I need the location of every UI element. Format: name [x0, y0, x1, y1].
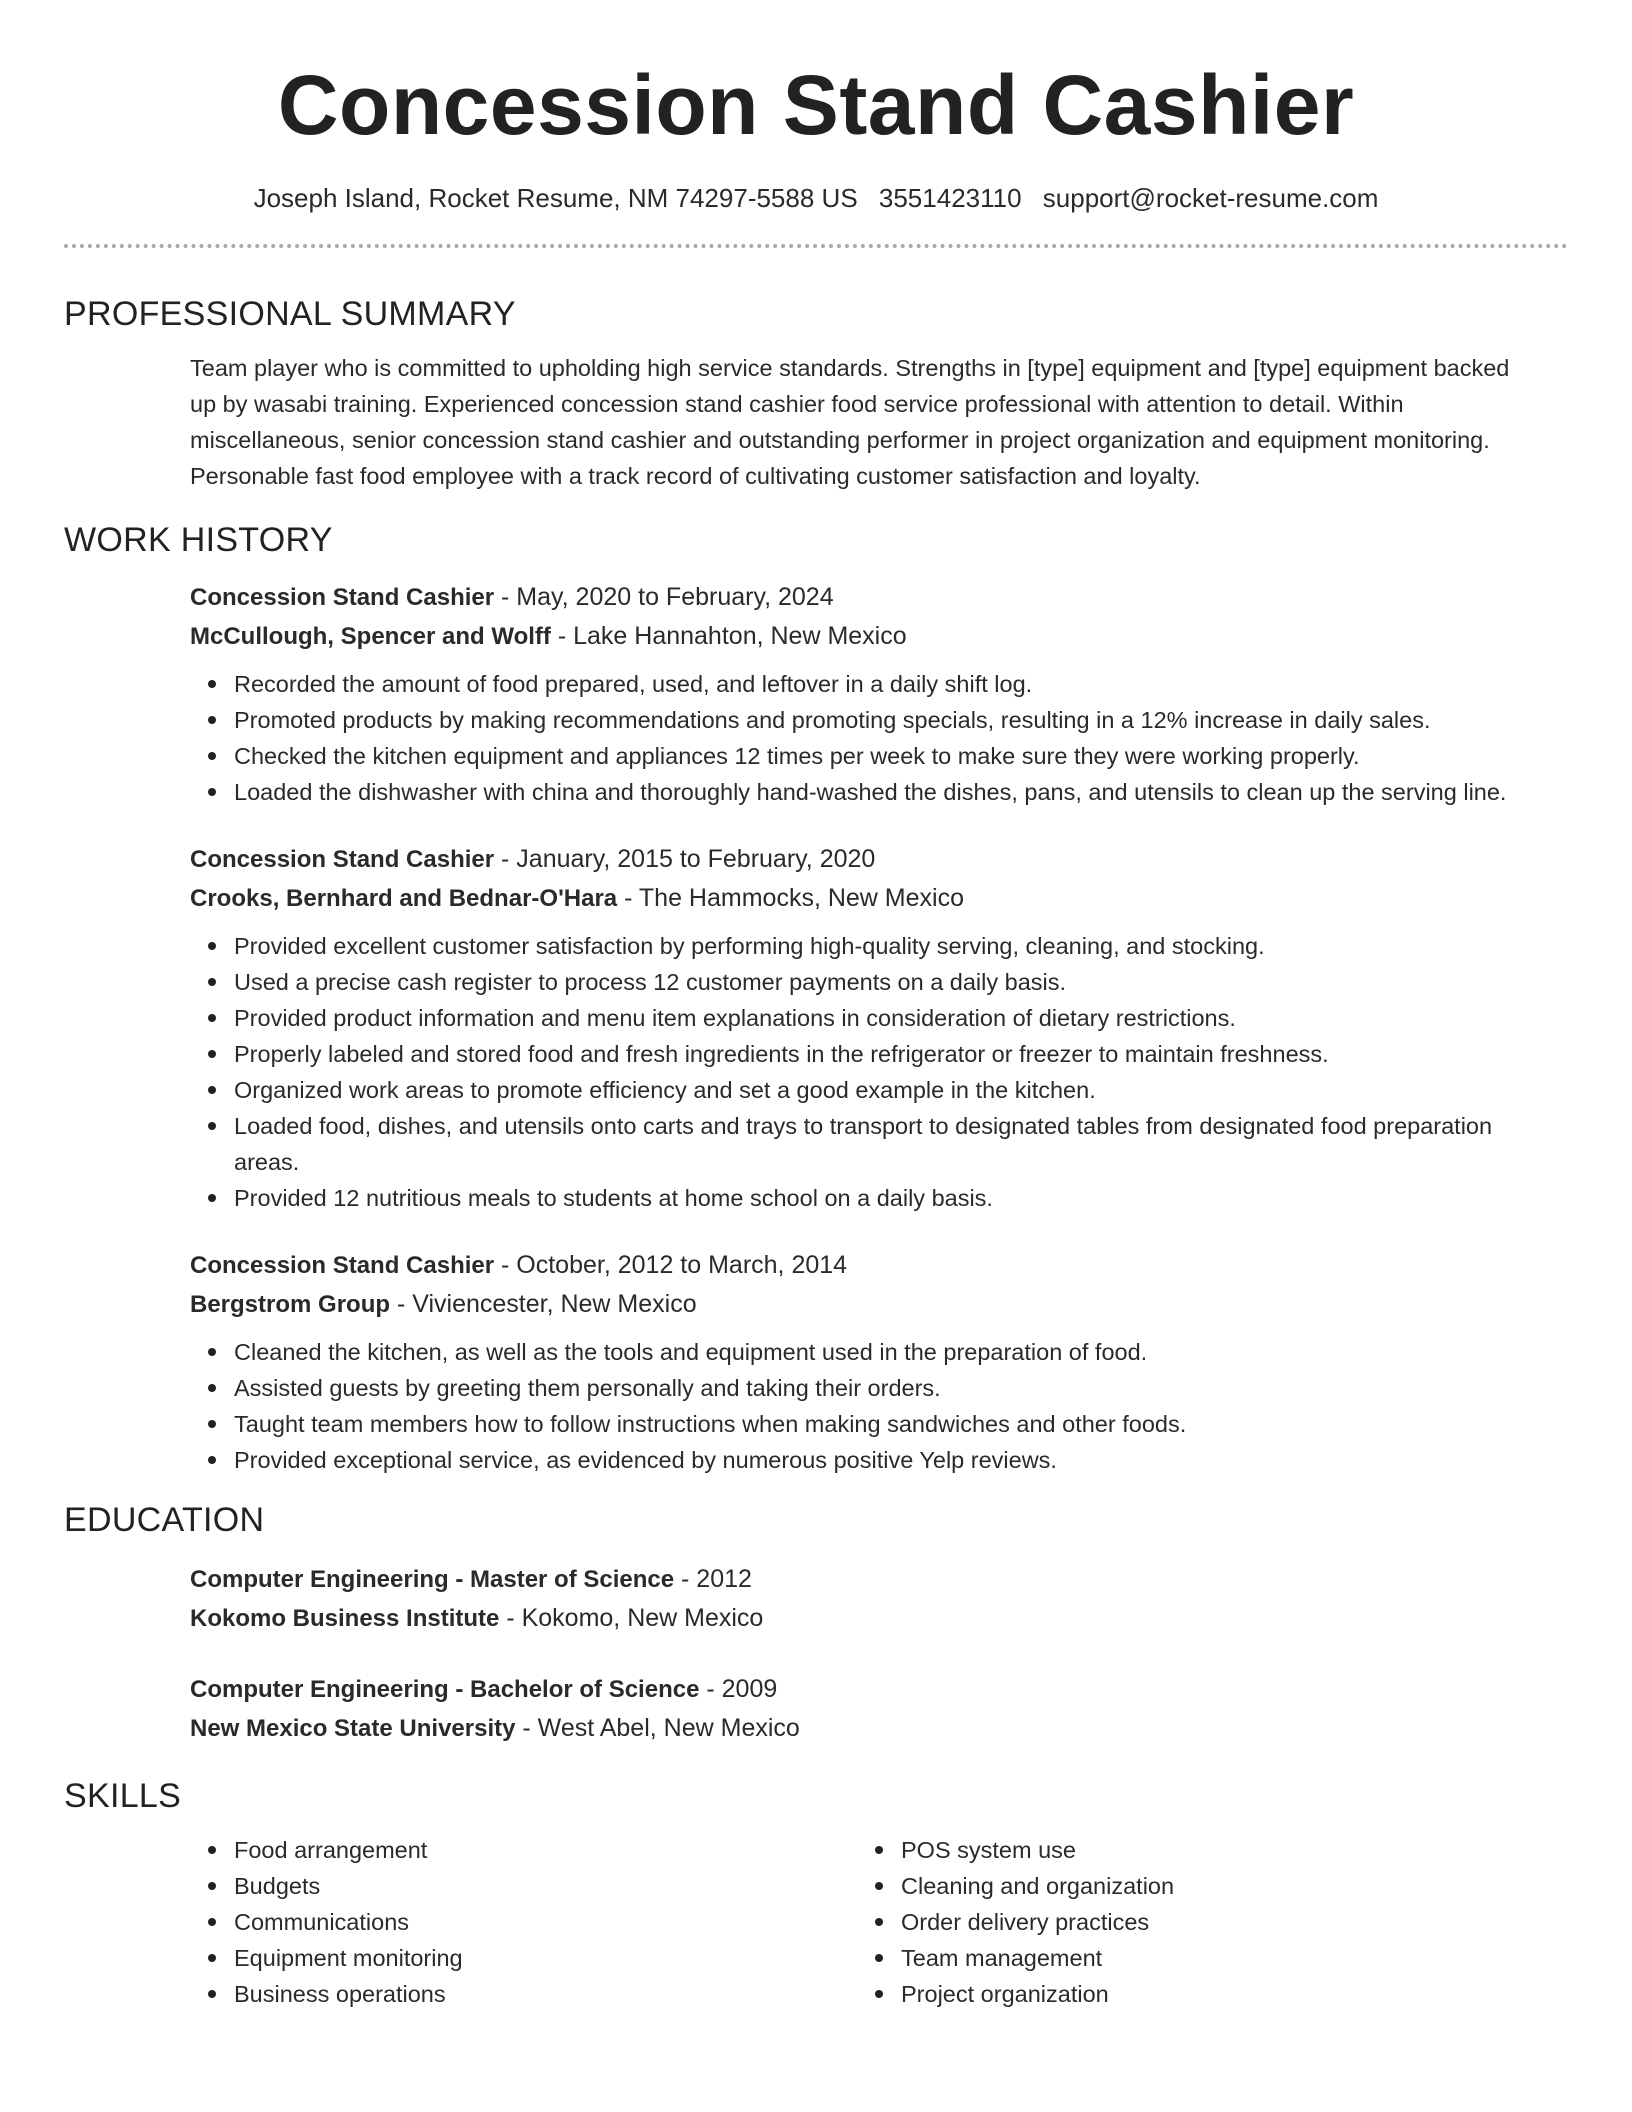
job-entry: [64, 1246, 1568, 1478]
education-school-line: [190, 1709, 1568, 1748]
job-bullet: Taught team members how to follow instructions when making sandwiches and other foods.: [234, 1406, 1528, 1442]
skill-item: Cleaning and organization: [901, 1868, 1568, 1904]
job-location: - Viviencester, New Mexico: [390, 1290, 697, 1318]
skill-item: Food arrangement: [234, 1832, 901, 1868]
job-dates: - October, 2012 to March, 2014: [494, 1251, 848, 1279]
education-degree: Computer Engineering - Bachelor of Science: [190, 1676, 700, 1703]
job-bullet: Provided 12 nutritious meals to students at home school on a daily basis.: [234, 1180, 1528, 1216]
education-school-line: [190, 1599, 1568, 1638]
skill-item: Communications: [234, 1904, 901, 1940]
job-dates: - January, 2015 to February, 2020: [494, 845, 876, 873]
education-location: - West Abel, New Mexico: [515, 1714, 800, 1742]
resume-name: Concession Stand Cashier: [277, 58, 1355, 152]
job-bullet: Recorded the amount of food prepared, used, and leftover in a daily shift log.: [234, 666, 1528, 702]
job-bullets: [234, 666, 1528, 810]
resume-page: [64, 0, 1568, 2012]
job-title-line: [190, 1246, 1568, 1285]
education-degree-line: [190, 1670, 1568, 1709]
job-company-line: [190, 879, 1568, 918]
section-title-skills: SKILLS: [64, 1777, 182, 1815]
job-bullet: Loaded food, dishes, and utensils onto carts and trays to transport to designated tables from designated food preparation areas.: [234, 1108, 1528, 1180]
skill-item: POS system use: [901, 1832, 1568, 1868]
education-school: New Mexico State University: [190, 1715, 516, 1742]
job-bullet: Provided excellent customer satisfaction by performing high-quality serving, cleaning, and stocking.: [234, 928, 1528, 964]
job-entry: [64, 840, 1568, 1216]
education-location: - Kokomo, New Mexico: [499, 1604, 764, 1632]
skill-item: Team management: [901, 1940, 1568, 1976]
education-school: Kokomo Business Institute: [190, 1605, 500, 1632]
job-company: Crooks, Bernhard and Bednar-O'Hara: [190, 885, 618, 912]
job-location: - The Hammocks, New Mexico: [617, 884, 964, 912]
job-company-line: [190, 1285, 1568, 1324]
education-year: - 2009: [699, 1675, 778, 1703]
contact-phone: 3551423110: [878, 183, 1022, 213]
job-bullet: Cleaned the kitchen, as well as the tools and equipment used in the preparation of food.: [234, 1334, 1528, 1370]
contact-line: [64, 182, 1568, 214]
job-bullets: [234, 1334, 1528, 1478]
education-entry: [64, 1560, 1568, 1638]
job-bullet: Properly labeled and stored food and fresh ingredients in the refrigerator or freezer to maintain freshness.: [234, 1036, 1528, 1072]
summary-text: Team player who is committed to upholding high service standards. Strengths in [type] equipment and [type] equipment backed up by wasabi training. Experienced concession stand cashier food service professional with attention to detail. Within miscellaneous, senior concession stand cashier and outstanding performer in project organization and equipment monitoring. Personable fast food employee with a track record of cultivating customer satisfaction and loyalty.: [190, 355, 1510, 489]
job-role: Concession Stand Cashier: [190, 1252, 495, 1279]
job-bullet: Provided exceptional service, as evidenced by numerous positive Yelp reviews.: [234, 1442, 1528, 1478]
job-bullet: Used a precise cash register to process 12 customer payments on a daily basis.: [234, 964, 1528, 1000]
job-title-line: [190, 840, 1568, 879]
job-bullet: Promoted products by making recommendations and promoting specials, resulting in a 12% increase in daily sales.: [234, 702, 1528, 738]
job-bullets: [234, 928, 1528, 1216]
education-degree: Computer Engineering - Master of Science: [190, 1566, 675, 1593]
job-bullet: Assisted guests by greeting them personally and taking their orders.: [234, 1370, 1528, 1406]
skill-item: Project organization: [901, 1976, 1568, 2012]
job-bullet: Provided product information and menu item explanations in consideration of dietary restrictions.: [234, 1000, 1528, 1036]
skills-column-left: [234, 1832, 901, 2012]
skills-list: [234, 1832, 1568, 2012]
job-entry: [64, 578, 1568, 810]
skill-item: Business operations: [234, 1976, 901, 2012]
job-dates: - May, 2020 to February, 2024: [494, 583, 834, 611]
job-company: McCullough, Spencer and Wolff: [190, 623, 551, 650]
job-role: Concession Stand Cashier: [190, 846, 495, 873]
job-bullet: Organized work areas to promote efficiency and set a good example in the kitchen.: [234, 1072, 1528, 1108]
job-company-line: [190, 617, 1568, 656]
header-divider: [64, 244, 1568, 248]
job-location: - Lake Hannahton, New Mexico: [550, 622, 907, 650]
job-company: Bergstrom Group: [190, 1291, 391, 1318]
contact-address: Joseph Island, Rocket Resume, NM 74297-5588 US: [253, 183, 858, 213]
job-bullet: Checked the kitchen equipment and appliances 12 times per week to make sure they were working properly.: [234, 738, 1528, 774]
section-title-education: EDUCATION: [64, 1501, 265, 1539]
job-bullet: Loaded the dishwasher with china and thoroughly hand-washed the dishes, pans, and utensils to clean up the serving line.: [234, 774, 1528, 810]
skill-item: Order delivery practices: [901, 1904, 1568, 1940]
section-title-summary: PROFESSIONAL SUMMARY: [64, 295, 516, 333]
education-entry: [64, 1670, 1568, 1748]
job-title-line: [190, 578, 1568, 617]
contact-email: support@rocket-resume.com: [1042, 183, 1379, 213]
section-title-work-history: WORK HISTORY: [64, 521, 333, 559]
skills-column-right: [901, 1832, 1568, 2012]
job-role: Concession Stand Cashier: [190, 584, 495, 611]
education-degree-line: [190, 1560, 1568, 1599]
skill-item: Budgets: [234, 1868, 901, 1904]
skill-item: Equipment monitoring: [234, 1940, 901, 1976]
education-year: - 2012: [674, 1565, 752, 1593]
